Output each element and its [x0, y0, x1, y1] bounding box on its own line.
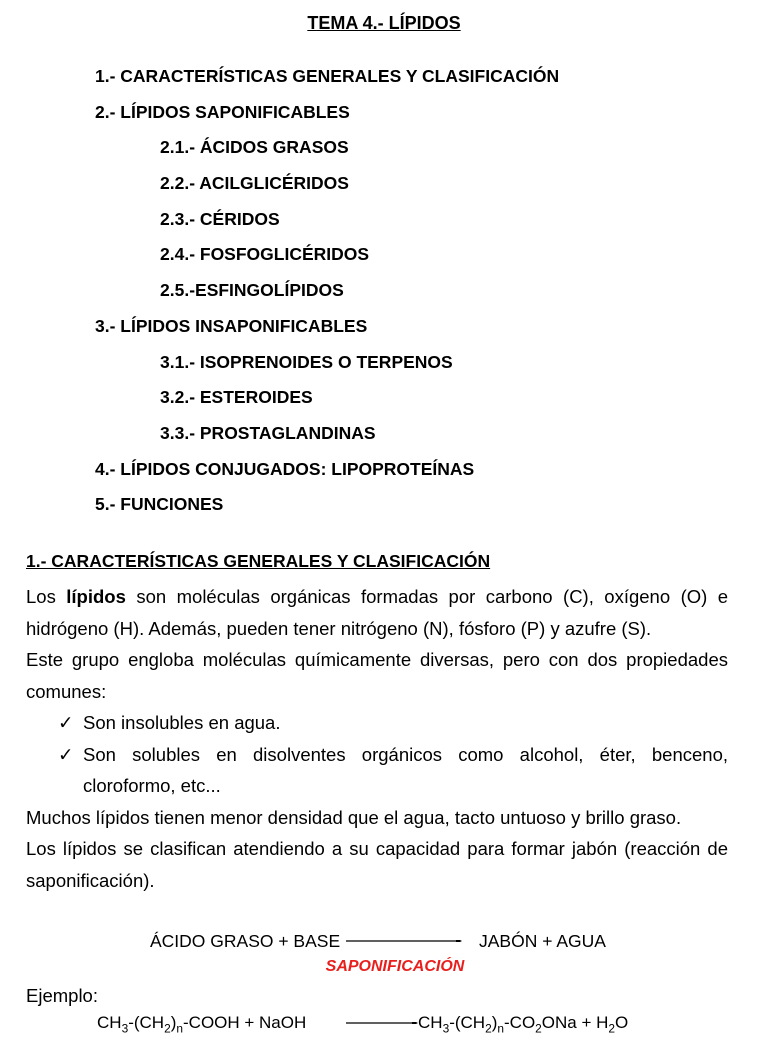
section-body [26, 581, 728, 896]
list-item-text: Son insolubles en agua. [83, 712, 281, 733]
toc-item: 3.- LÍPIDOS INSAPONIFICABLES [95, 315, 368, 336]
table-of-contents [0, 64, 768, 528]
reaction-arrow-icon [346, 940, 462, 942]
paragraph-classification: Los lípidos se clasifican atendiendo a su capacidad para formar jabón (reacción de saponificación). [26, 838, 728, 891]
toc-item: 2.3.- CÉRIDOS [160, 208, 280, 229]
toc-item: 2.- LÍPIDOS SAPONIFICABLES [95, 101, 350, 122]
toc-item: 5.- FUNCIONES [95, 494, 224, 515]
formula-text: O [615, 1013, 629, 1032]
paragraph-text: Los [26, 586, 67, 607]
formula-subscript: 2 [485, 1021, 492, 1036]
checkmark-icon: ✓ [58, 743, 74, 765]
toc-item: 4.- LÍPIDOS CONJUGADOS: LIPOPROTEÍNAS [95, 458, 475, 479]
bold-term: lípidos [66, 586, 126, 607]
formula-text: -COOH + NaOH [183, 1013, 307, 1032]
formula-subscript: 2 [535, 1021, 542, 1036]
section-heading: 1.- CARACTERÍSTICAS GENERALES Y CLASIFICACIÓN [26, 551, 491, 571]
checkmark-icon: ✓ [58, 712, 74, 733]
toc-item: 1.- CARACTERÍSTICAS GENERALES Y CLASIFICACIÓN [95, 66, 560, 86]
toc-item: 3.2.- ESTEROIDES [160, 387, 313, 408]
saponification-label: SAPONIFICACIÓN [325, 958, 465, 975]
example-label: Ejemplo: [26, 985, 98, 1006]
paragraph-density: Muchos lípidos tienen menor densidad que el agua, tacto untuoso y brillo graso. [26, 806, 682, 828]
properties-list [26, 707, 728, 802]
formula-subscript: 2 [164, 1021, 171, 1036]
toc-item: 2.2.- ACILGLICÉRIDOS [160, 173, 349, 194]
paragraph-text: son moléculas orgánicas formadas por carbono (C), oxígeno (O) e hidrógeno (H). Además, pueden tener nitrógeno (N), fósforo (P) y azufre (S). [26, 586, 729, 639]
formula-subscript: n [176, 1021, 183, 1036]
formula-subscript: n [497, 1021, 504, 1036]
formula-text: CH [418, 1013, 443, 1032]
reaction-reactants: ÁCIDO GRASO + BASE [150, 931, 341, 951]
toc-item: 2.4.- FOSFOGLICÉRIDOS [160, 244, 370, 265]
formula-text: ONa + H [541, 1013, 609, 1032]
example-equation [0, 1008, 768, 1038]
list-item-text: Son solubles en disolventes orgánicos como alcohol, éter, benceno, cloroformo, etc... [83, 743, 728, 796]
example-products [418, 1008, 628, 1043]
toc-item: 3.1.- ISOPRENOIDES O TERPENOS [160, 351, 453, 372]
formula-text: -(CH [128, 1013, 165, 1032]
list-item [26, 739, 728, 802]
example-reactants [97, 1008, 306, 1043]
paragraph-properties: Este grupo engloba moléculas químicamente diversas, pero con dos propiedades comunes: [26, 649, 728, 702]
formula-subscript: 3 [121, 1021, 129, 1036]
toc-item: 3.3.- PROSTAGLANDINAS [160, 422, 376, 443]
toc-item: 2.1.- ÁCIDOS GRASOS [160, 137, 349, 158]
reaction-products: JABÓN + AGUA [479, 931, 606, 951]
formula-text: ) [491, 1013, 498, 1032]
toc-item: 2.5.-ESFINGOLÍPIDOS [160, 280, 344, 301]
formula-text: CH [97, 1013, 122, 1032]
paragraph-definition [26, 581, 728, 644]
formula-text: ) [170, 1013, 177, 1032]
formula-subscript: 3 [442, 1021, 450, 1036]
formula-text: -CO [504, 1013, 536, 1032]
saponification-reaction [0, 926, 768, 956]
formula-text: -(CH [449, 1013, 486, 1032]
page-title: TEMA 4.- LÍPIDOS [307, 13, 461, 33]
list-item [26, 707, 728, 739]
formula-subscript: 2 [608, 1021, 616, 1036]
